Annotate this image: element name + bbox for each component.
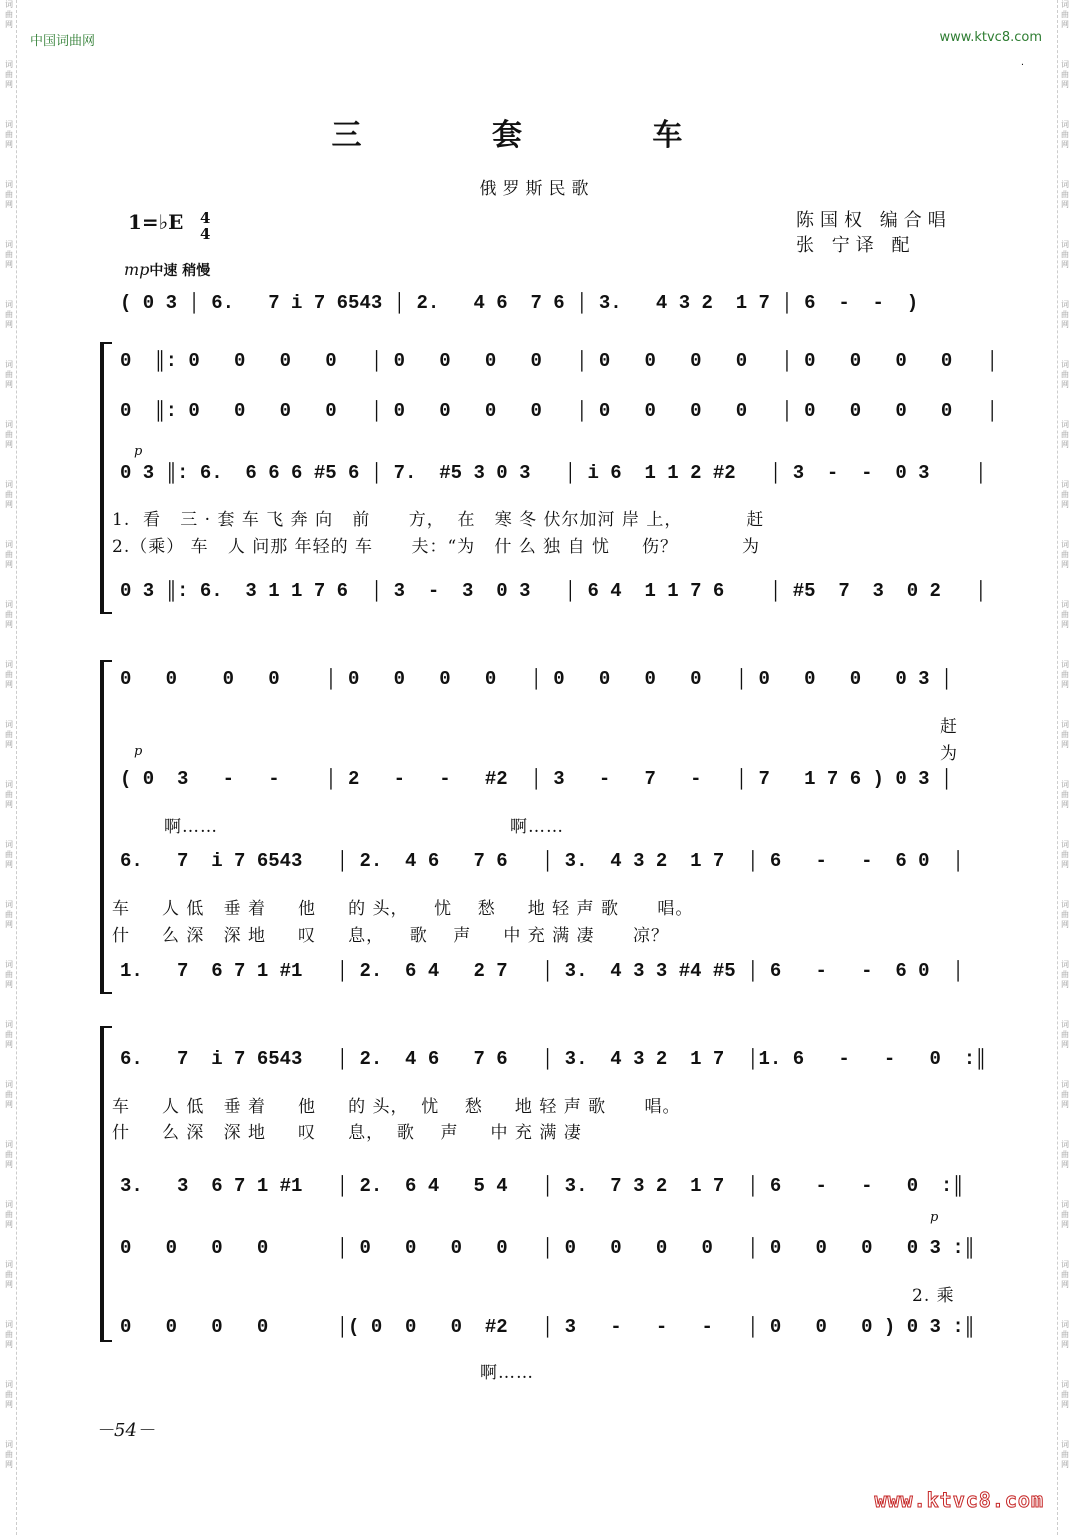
song-subtitle: 俄罗斯民歌 — [479, 179, 595, 199]
sys3-lyric-verse2: 什 么 深 深 地 叹 息， 歌 声 中 充 满 凄 — [112, 1123, 582, 1143]
margin-mark: 词 曲 网 — [1061, 1200, 1069, 1229]
margin-mark: 词 曲 网 — [1061, 1380, 1069, 1409]
margin-mark: 词 曲 网 — [5, 840, 13, 869]
sys2-vocalise-a: 啊…… — [164, 817, 218, 837]
sys2-part1-lyric-a: 赶 — [940, 717, 958, 737]
margin-mark: 词 曲 网 — [1061, 60, 1069, 89]
sys1-part2: 0 ║: 0 0 0 0 │ 0 0 0 0 │ 0 0 0 0 │ 0 0 0 0 │ — [120, 400, 998, 422]
margin-mark: 词 曲 网 — [1061, 660, 1069, 689]
margin-mark: 词 曲 网 — [1061, 180, 1069, 209]
margin-mark: 词 曲 网 — [1061, 960, 1069, 989]
footer-watermark-logo: www.ktvc8.com — [874, 1488, 1044, 1512]
left-margin-watermark — [2, 0, 17, 1535]
dynamic-p: p — [930, 1210, 939, 1225]
margin-mark: 词 曲 网 — [1061, 720, 1069, 749]
margin-mark: 词 曲 网 — [1061, 120, 1069, 149]
sys2-part2: ( 0 3 - - │ 2 - - #2 │ 3 - 7 - │ 7 1 7 6 ) 0 3 │ — [120, 768, 953, 790]
margin-mark: 词 曲 网 — [5, 900, 13, 929]
margin-mark: 词 曲 网 — [5, 960, 13, 989]
meter-bottom: 4 — [200, 225, 211, 243]
sys3-part3: 0 0 0 0 │ 0 0 0 0 │ 0 0 0 0 │ 0 0 0 0 3 :║ — [120, 1237, 976, 1259]
margin-mark: 词 曲 网 — [5, 240, 13, 269]
right-margin-watermark — [1057, 0, 1072, 1535]
system-2-bracket — [100, 660, 112, 994]
dynamic-p: p — [134, 444, 143, 459]
intro-line: ( 0 3 │ 6. 7 i 7 6543 │ 2. 4 6 7 6 │ 3. 4 3 2 1 7 │ 6 - - ) — [120, 292, 919, 314]
margin-mark: 词 曲 网 — [5, 780, 13, 809]
sys1-part3-melody: 0 3 ║: 6. 6 6 6 #5 6 │ 7. #5 3 0 3 │ i 6 1 1 2 #2 │ 3 - - 0 3 │ — [120, 462, 987, 484]
margin-mark: 词 曲 网 — [5, 1140, 13, 1169]
meter-top: 4 — [200, 209, 211, 227]
margin-mark: 词 曲 网 — [1061, 0, 1069, 29]
system-3-bracket — [100, 1026, 112, 1342]
margin-mark: 词 曲 网 — [5, 420, 13, 449]
margin-mark: 词 曲 网 — [5, 0, 13, 29]
site-name-left[interactable]: 中国词曲网 — [30, 34, 96, 49]
margin-mark: 词 曲 网 — [1061, 360, 1069, 389]
margin-mark: 词 曲 网 — [5, 1260, 13, 1289]
margin-mark: 词 曲 网 — [1061, 420, 1069, 449]
margin-mark: 词 曲 网 — [1061, 1140, 1069, 1169]
margin-mark: 词 曲 网 — [5, 120, 13, 149]
sys2-part3-melody: 6. 7 i 7 6543 │ 2. 4 6 7 6 │ 3. 4 3 2 1 7 │ 6 - - 6 0 │ — [120, 850, 964, 872]
margin-mark: 词 曲 网 — [5, 540, 13, 569]
dynamic-mp: mp — [124, 260, 150, 279]
sys2-lyric-verse1: 车 人 低 垂 着 他 的 头， 忧 愁 地 轻 声 歌 唱。 — [112, 899, 694, 919]
sys3-part4: 0 0 0 0 │( 0 0 0 #2 │ 3 - - - │ 0 0 0 ) 0 3 :║ — [120, 1316, 976, 1338]
margin-mark: 词 曲 网 — [1061, 1320, 1069, 1349]
margin-mark: 词 曲 网 — [5, 1080, 13, 1109]
margin-mark: 词 曲 网 — [5, 300, 13, 329]
margin-mark: 词 曲 网 — [5, 1200, 13, 1229]
margin-mark: 词 曲 网 — [5, 480, 13, 509]
sys3-vocalise: 啊…… — [480, 1363, 534, 1383]
sys1-part1: 0 ║: 0 0 0 0 │ 0 0 0 0 │ 0 0 0 0 │ 0 0 0 0 │ — [120, 350, 998, 372]
tempo-text: 中速 稍慢 — [149, 263, 211, 279]
credit-arranger: 陈国权 编合唱 — [796, 210, 952, 231]
margin-mark: 词 曲 网 — [1061, 900, 1069, 929]
margin-mark: 词 曲 网 — [5, 1440, 13, 1469]
margin-mark: 词 曲 网 — [5, 660, 13, 689]
sys2-part4: 1. 7 6 7 1 #1 │ 2. 6 4 2 7 │ 3. 4 3 3 #4 #5 │ 6 - - 6 0 │ — [120, 960, 964, 982]
margin-mark: 词 曲 网 — [1061, 300, 1069, 329]
margin-mark: 词 曲 网 — [5, 1020, 13, 1049]
margin-mark: 词 曲 网 — [1061, 1440, 1069, 1469]
margin-mark: 词 曲 网 — [1061, 540, 1069, 569]
sys1-part4: 0 3 ║: 6. 3 1 1 7 6 │ 3 - 3 0 3 │ 6 4 1 1 7 6 │ #5 7 3 0 2 │ — [120, 580, 987, 602]
song-title: 三 套 车 — [331, 118, 743, 153]
margin-mark: 词 曲 网 — [5, 1380, 13, 1409]
system-1-bracket — [100, 342, 112, 614]
margin-mark: 词 曲 网 — [5, 180, 13, 209]
margin-mark: 词 曲 网 — [1061, 780, 1069, 809]
sys2-lyric-verse2: 什 么 深 深 地 叹 息， 歌 声 中 充 满 凄 凉？ — [112, 926, 669, 946]
margin-mark: 词 曲 网 — [1061, 1260, 1069, 1289]
margin-mark: 词 曲 网 — [5, 1320, 13, 1349]
sys3-lyric-verse1: 车 人 低 垂 着 他 的 头， 忧 愁 地 轻 声 歌 唱。 — [112, 1097, 681, 1117]
margin-mark: 词 曲 网 — [5, 720, 13, 749]
sys2-vocalise-b: 啊…… — [510, 817, 564, 837]
margin-mark: 词 曲 网 — [1061, 600, 1069, 629]
credit-translator: 张 宁译 配 — [796, 235, 916, 256]
key-signature: 1=♭E — [128, 210, 184, 234]
margin-mark: 词 曲 网 — [1061, 1080, 1069, 1109]
sys1-lyric-verse2: 2.（乘） 车 人 问那 年轻的 车 夫：“为 什 么 独 自 忧 伤？ 为 — [112, 537, 761, 557]
second-ending-lyric: 2. 乘 — [912, 1286, 955, 1306]
margin-mark: 词 曲 网 — [1061, 840, 1069, 869]
margin-mark: 词 曲 网 — [1061, 1020, 1069, 1049]
dynamic-p: p — [134, 744, 143, 759]
tempo-marking — [124, 260, 210, 280]
sys1-lyric-verse1: 1. 看 三 · 套 车 飞 奔 向 前 方， 在 寒 冬 伏尔加河 岸 上， 赶 — [112, 510, 765, 530]
margin-mark: 词 曲 网 — [5, 600, 13, 629]
sys2-part1-lyric-b: 为 — [940, 744, 958, 764]
page-number: －54－ — [96, 1420, 155, 1441]
sys3-part1-melody: 6. 7 i 7 6543 │ 2. 4 6 7 6 │ 3. 4 3 2 1 7 │1. 6 - - 0 :║ — [120, 1048, 987, 1070]
site-url-right[interactable]: www.ktvc8.com — [939, 30, 1042, 45]
time-signature — [200, 210, 210, 242]
margin-mark: 词 曲 网 — [5, 360, 13, 389]
margin-mark: 词 曲 网 — [1061, 240, 1069, 269]
sys3-part2: 3. 3 6 7 1 #1 │ 2. 6 4 5 4 │ 3. 7 3 2 1 7 │ 6 - - 0 :║ — [120, 1175, 964, 1197]
stray-dot: · — [1020, 60, 1024, 71]
margin-mark: 词 曲 网 — [5, 60, 13, 89]
sys2-part1: 0 0 0 0 │ 0 0 0 0 │ 0 0 0 0 │ 0 0 0 0 3 │ — [120, 668, 953, 690]
margin-mark: 词 曲 网 — [1061, 480, 1069, 509]
